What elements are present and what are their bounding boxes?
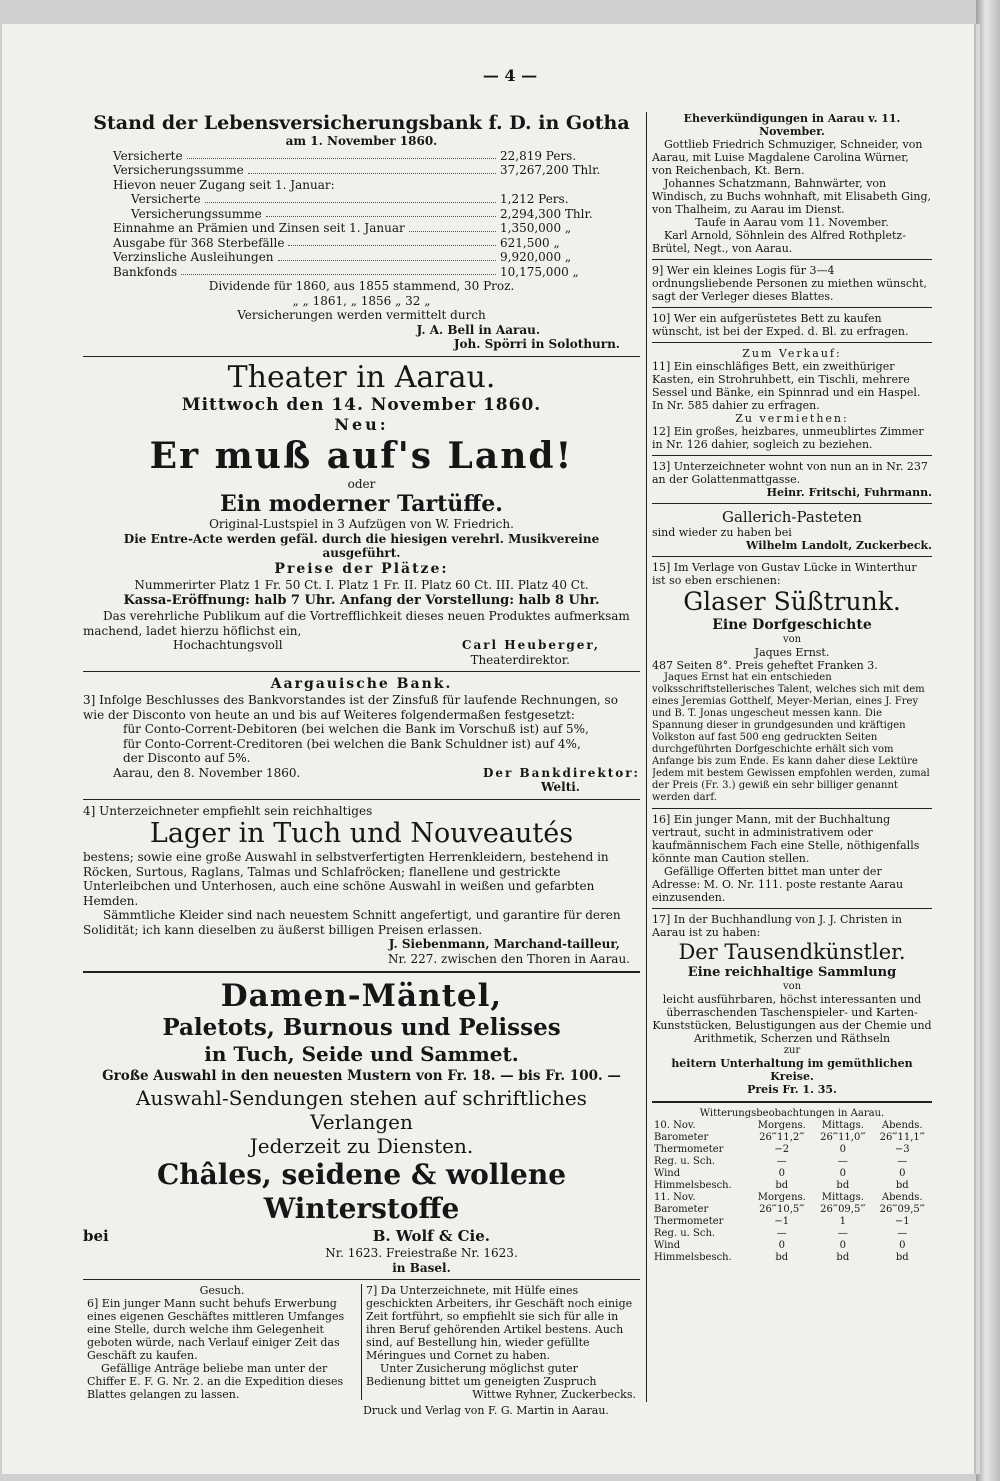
weather-row (652, 1168, 932, 1180)
weather-cell: Reg. u. Sch. (654, 1228, 716, 1239)
weather-cell: 0 (839, 1144, 847, 1155)
weather-row (652, 1204, 932, 1216)
weather-cell: 26‴10,5‴ (759, 1204, 805, 1215)
weather-cell: 26‴11,2‴ (759, 1132, 805, 1143)
theater-subtitle: Ein moderner Tartüffe. (220, 491, 503, 517)
lebens-row-value: 10,175,000 „ (500, 264, 579, 279)
theater-sign-row (83, 638, 640, 653)
damen-line-2: Paletots, Burnous und Pelisses (162, 1014, 561, 1041)
divider (83, 671, 640, 672)
divider (652, 342, 932, 343)
damen-bei: bei (83, 1227, 109, 1245)
weather-cell: — (837, 1156, 848, 1167)
weather-cell: 11. Nov. (654, 1192, 696, 1203)
lebens-row (83, 207, 640, 222)
weather-row (652, 1120, 932, 1132)
weather-cell: bd (895, 1180, 909, 1191)
ad-13: 13] Unterzeichneter wohnt von nun an in Nr. 237 an der Golattenmattgasse. (652, 460, 928, 486)
bank-num: 3] (83, 693, 96, 707)
lebens-row (83, 250, 640, 265)
divider (83, 356, 640, 357)
lebens-row-label: Einnahme an Prämien und Zinsen seit 1. Januar (113, 221, 405, 235)
weather-cell: Morgens. (757, 1120, 806, 1131)
divider (652, 259, 932, 260)
lager-text-2: Sämmtliche Kleider sind nach neuestem Schnitt angefertigt, und garantire für deren Solidität; ich kann dieselben zu äußerst billigen Preisen erlassen. (83, 908, 621, 937)
zur-label: zur (783, 1045, 801, 1056)
verkauf-title: Zum Verkauf: (742, 347, 842, 360)
leader-dots (288, 236, 496, 247)
bank-section (83, 676, 640, 795)
theater-play: Er muß auf's Land! (149, 434, 574, 477)
theater-lustspiel: Original-Lustspiel in 3 Aufzügen von W. Friedrich. (209, 517, 514, 531)
ad-17: 17] In der Buchhandlung von J. J. Christen in Aarau ist zu haben: (652, 913, 902, 939)
weather-cell: 0 (778, 1240, 785, 1251)
lebens-row (83, 149, 640, 164)
lager-text: bestens; sowie eine große Auswahl in selbstverfertigten Herrenkleidern, bestehend in Röcken, Surtous, Raglans, Talmas und Schlafröcken; flanellene und gestrickte Unterleibchen und Unterhosen, auch eine schöne Auswahl in weißen und gefarbten Hemden. (83, 850, 609, 908)
weather-cell: −1 (894, 1216, 910, 1227)
ad-11: 11] Ein einschläfiges Bett, ein zweithüriger Kasten, ein Strohruhbett, ein Tischli, mehrere Sessel und Bänke, ein Spinnrad und ein Haspel. In Nr. 585 dahier zu erfragen. (652, 360, 921, 412)
damen-title: Damen-Mäntel, (220, 978, 503, 1014)
ad-16b: Gefällige Offerten bittet man unter der Adresse: M. O. Nr. 111. poste restante Aarau einzusenden. (652, 865, 904, 904)
weather-cell: 1 (839, 1216, 847, 1227)
footer: Druck und Verlag von F. G. Martin in Aarau. (363, 1404, 609, 1417)
bottom-two-column (83, 1284, 640, 1400)
divider (83, 971, 640, 973)
damen-city: in Basel. (392, 1260, 451, 1275)
divider (83, 799, 640, 800)
weather-cell: 0 (839, 1240, 847, 1251)
lebens-agent-1: J. A. Bell in Aarau. (416, 322, 540, 337)
tausend-title: Der Tausendkünstler. (678, 940, 906, 964)
weather-cell: Barometer (654, 1204, 709, 1215)
bank-name: Welti. (541, 780, 580, 794)
ryhner-text-2: Unter Zusicherung möglichst guter Bedienung bittet um geneigten Zuspruch (366, 1362, 597, 1388)
lebens-row-label: Bankfonds (113, 264, 178, 279)
weather-cell: −3 (894, 1144, 910, 1155)
weather-cell: 0 (778, 1168, 785, 1179)
galler-sign: Wilhelm Landolt, Zuckerbeck. (746, 539, 932, 552)
bank-title: Aargauische Bank. (270, 676, 453, 692)
theater-text: Das verehrliche Publikum auf die Vortrefflichkeit dieses neuen Produktes aufmerksam machend, ladet hierzu höflichst ein, (83, 609, 630, 638)
page-edge (976, 0, 1000, 1481)
column-divider (646, 112, 647, 1402)
weather-cell: bd (836, 1252, 850, 1263)
ehe-1: Gottlieb Friedrich Schmuziger, Schneider, von Aarau, mit Luise Magdalene Carolina Würner, von Reichenbach, Kt. Bern. (652, 138, 923, 177)
weather-row (652, 1228, 932, 1240)
ad-12: 12] Ein großes, heizbares, unmeublirtes Zimmer in Nr. 126 dahier, sogleich zu beziehen. (652, 425, 924, 451)
von-label: von (782, 634, 802, 645)
lebens-row-label: Hievon neuer Zugang seit 1. Januar: (113, 177, 335, 192)
theater-entre: Die Entre-Acte werden gefäl. durch die hiesigen verehrl. Musikvereine ausgeführt. (123, 531, 600, 560)
lebens-row (83, 236, 640, 251)
weather-cell: 0 (899, 1240, 906, 1251)
weather-row (652, 1144, 932, 1156)
weather-cell: bd (895, 1252, 909, 1263)
vermiethen-title: Zu vermiethen: (735, 412, 849, 425)
weather-cell: 26‴11,1‴ (879, 1132, 925, 1143)
lebens-dividende-2: „ „ 1861, „ 1856 „ 32 „ (292, 293, 431, 308)
weather-cell: Abends. (881, 1192, 923, 1203)
weather-cell: 26‴11,0‴ (820, 1132, 866, 1143)
damen-line-4: Große Auswahl in den neuesten Mustern von Fr. 18. — bis Fr. 100. — (102, 1068, 621, 1084)
theater-date: Mittwoch den 14. November 1860. (181, 394, 542, 415)
damen-firm-row (83, 1226, 640, 1246)
ryhner-text: Da Unterzeichnete, mit Hülfe eines geschickten Arbeiters, ihr Geschäft noch einige Zeit fortführt, so empfiehlt sie sich für alle in ihren Beruf gehörenden Artikel bestens. Auch sind, auf Bestellung hin, wieder gefüllte Méringues und Cornet zu haben. (366, 1284, 633, 1362)
lebens-row-label: Versicherte (131, 192, 201, 206)
leader-dots (205, 192, 496, 203)
lager-intro: Unterzeichneter empfiehlt sein reichhaltiges (99, 803, 373, 818)
lebens-row-label: Ausgabe für 368 Sterbefälle (113, 235, 285, 250)
weather-cell: — (776, 1228, 787, 1239)
weather-cell: — (897, 1228, 908, 1239)
leader-dots (187, 149, 496, 160)
weather-cell: Morgens. (757, 1192, 806, 1203)
lager-section (83, 804, 640, 967)
weather-cell: Thermometer (654, 1144, 724, 1155)
bank-text: Infolge Beschlusses des Bankvorstandes ist der Zinsfuß für laufende Rechnungen, so wie der Disconto von heute an und bis auf Weiteres folgendermaßen festgesetzt: (83, 693, 618, 722)
ad-15: 15] Im Verlage von Gustav Lücke in Winterthur ist so eben erschienen: (652, 561, 917, 587)
review: Jaques Ernst hat ein entschieden volksschriftstellerisches Talent, welches sich mit dem eines Jeremias Gotthelf, Meyer-Merian, eines J. Frey und B. T. Jonas ungescheut messen kann. Die Spannung dieser in grundgesunden und kräftigen Volkston auf fast 500 eng gedruckten Seiten durchgeführten Dorfgeschichte erhält sich vom Anfange bis zum Ende. Es kann daher diese Lektüre Jedem mit bestem Gewissen empfohlen werden, zumal der Preis (Fr. 3.) gewiß ein sehr billiger genannt werden darf. (652, 672, 930, 803)
theater-kassa: Kassa-Eröffnung: halb 7 Uhr. Anfang der Vorstellung: halb 8 Uhr. (123, 593, 600, 608)
gesuch-text-2: Gefällige Anträge beliebe man unter der Chiffer E. F. G. Nr. 2. an die Expedition dieses Blattes gelangen zu lassen. (87, 1362, 344, 1400)
weather-cell: Reg. u. Sch. (654, 1156, 716, 1167)
weather-cell: 26‴09,5‴ (820, 1204, 866, 1215)
taufe-title: Taufe in Aarau vom 11. November. (695, 216, 889, 229)
theater-role: Theaterdirektor. (470, 652, 570, 667)
damen-line-7: Châles, seidene & wollene Winterstoffe (156, 1158, 567, 1225)
damen-line-6: Jederzeit zu Diensten. (249, 1134, 474, 1158)
weather-cell: −1 (774, 1216, 790, 1227)
leader-dots (248, 163, 496, 174)
weather-cell: 26‴09,5‴ (879, 1204, 925, 1215)
lager-sign: J. Siebenmann, Marchand-tailleur, (388, 937, 620, 951)
weather-row (652, 1156, 932, 1168)
heiter-text: heitern Unterhaltung im gemüthlichen Kreise. (671, 1057, 913, 1083)
glaser-title: Glaser Süßtrunk. (683, 587, 901, 616)
divider (652, 908, 932, 909)
lager-title: Lager in Tuch und Nouveautés (149, 818, 574, 849)
lebens-row-value: 37,267,200 Thlr. (500, 163, 601, 177)
lebens-row-value: 621,500 „ (500, 235, 560, 250)
damen-line-5: Auswahl-Sendungen stehen auf schriftliches Verlangen (136, 1086, 587, 1134)
divider (83, 1279, 640, 1280)
divider (652, 556, 932, 557)
lebens-row (83, 192, 640, 207)
divider (652, 503, 932, 504)
lebens-vermittelt: Versicherungen werden vermittelt durch (237, 308, 486, 322)
weather-row (652, 1216, 932, 1228)
theater-gruss: Hochachtungsvoll (173, 638, 283, 652)
weather-cell: Mittags. (821, 1192, 864, 1203)
weather-cell: — (897, 1156, 908, 1167)
weather-cell: Abends. (881, 1120, 923, 1131)
weather-row (652, 1180, 932, 1192)
seiten: 487 Seiten 8°. Preis geheftet Franken 3. (652, 659, 878, 672)
weather-cell: Barometer (654, 1132, 709, 1143)
gesuch-text: Ein junger Mann sucht behufs Erwerbung eines eigenen Geschäftes mittleren Umfanges eine Stelle, durch welche ihm Gelegenheit geboten würde, nach Verlauf einiger Zeit das Geschäft zu kaufen. (87, 1297, 345, 1362)
bank-sign-row (83, 766, 640, 781)
ad-16: 16] Ein junger Mann, mit der Buchhaltung vertraut, sucht in administrativem oder kaufmännischem Fach eine Stelle, nöthigenfalls könnte man Caution stellen. (652, 813, 920, 865)
lebens-row-label: Verzinsliche Ausleihungen (113, 250, 274, 264)
bank-line-1: für Conto-Corrent-Debitoren (bei welchen die Bank im Vorschuß ist) auf 5%, (123, 722, 589, 736)
von2-label: von (782, 981, 802, 992)
ehe-title: Eheverkündigungen in Aarau v. 11. November. (683, 112, 901, 138)
leader-dots (181, 265, 496, 276)
lebens-row-value: 1,350,000 „ (500, 221, 572, 235)
lebens-row-value: 1,212 Pers. (500, 192, 569, 206)
galler-title: Gallerich-Pasteten (721, 508, 863, 526)
ad-10: 10] Wer ein aufgerüstetes Bett zu kaufen wünscht, ist bei der Exped. d. Bl. zu erfragen. (652, 312, 909, 338)
lebens-row (83, 178, 640, 193)
ryhner-sign: Wittwe Ryhner, Zuckerbecks. (472, 1388, 636, 1400)
weather-row (652, 1132, 932, 1144)
lebens-agent-2: Joh. Spörri in Solothurn. (453, 337, 620, 351)
theater-preise: Preise der Plätze: (274, 560, 449, 577)
dorf-title: Eine Dorfgeschichte (712, 617, 872, 633)
lebens-row (83, 163, 640, 178)
lebens-row-value: 2,294,300 Thlr. (500, 206, 593, 221)
lebens-row-value (500, 178, 640, 193)
weather-title: Witterungsbeobachtungen in Aarau. (699, 1108, 885, 1119)
weather-cell: Himmelsbesch. (654, 1252, 732, 1263)
weather-cell: — (776, 1156, 787, 1167)
left-column (83, 112, 640, 1400)
gesuch-num: 6] (87, 1297, 99, 1310)
divider (652, 455, 932, 456)
weather-cell: Himmelsbesch. (654, 1180, 732, 1191)
gesuch-section (83, 1284, 361, 1400)
tausend-text: leicht ausführbaren, höchst interessanten und überraschenden Taschenspieler- und Karten-Kunststücken, Belustigungen aus der Chemie und Arithmetik, Scherzen und Räthseln (652, 993, 932, 1045)
weather-cell: bd (775, 1180, 789, 1191)
lebens-date: am 1. November 1860. (285, 134, 438, 148)
weather-cell: bd (775, 1252, 789, 1263)
weather-cell: Thermometer (654, 1216, 724, 1227)
weather-cell: — (837, 1228, 848, 1239)
samml-title: Eine reichhaltige Sammlung (687, 965, 897, 980)
lebens-row-label: Versicherungssumme (131, 206, 262, 221)
theater-neu: Neu: (334, 414, 389, 434)
weather-row (652, 1240, 932, 1252)
weather-cell: −2 (774, 1144, 790, 1155)
bank-director: Der Bankdirektor: (482, 765, 640, 780)
lebens-row-label: Versicherungssumme (113, 163, 244, 177)
weather-cell: 0 (899, 1168, 906, 1179)
galler-text: sind wieder zu haben bei (652, 526, 792, 539)
weather-row (652, 1252, 932, 1264)
lebens-row-label: Versicherte (113, 148, 183, 163)
page-number: — 4 — (482, 66, 538, 85)
weather-cell: bd (836, 1180, 850, 1191)
theater-oder: oder (347, 476, 376, 491)
ryhner-section (361, 1284, 640, 1400)
weather-row (652, 1192, 932, 1204)
lager-address: Nr. 227. zwischen den Thoren in Aarau. (387, 951, 630, 966)
lebens-row (83, 265, 640, 280)
leader-dots (409, 221, 496, 232)
gesuch-title: Gesuch. (199, 1284, 245, 1297)
damen-line-3: in Tuch, Seide und Sammet. (204, 1042, 519, 1066)
leader-dots (278, 250, 496, 261)
theater-title: Theater in Aarau. (227, 359, 496, 395)
lebens-title: Stand der Lebensversicherungsbank f. D. in Gotha (93, 112, 630, 134)
bank-date: Aarau, den 8. November 1860. (113, 765, 301, 780)
weather-table (652, 1120, 932, 1264)
bank-line-2: für Conto-Corrent-Creditoren (bei welchen die Bank Schuldner ist) auf 4%, (123, 736, 581, 751)
theater-section (83, 361, 640, 668)
author: Jaques Ernst. (754, 646, 830, 659)
lebens-dividende-1: Dividende für 1860, aus 1855 stammend, 30 Proz. (208, 279, 515, 293)
right-column (652, 112, 932, 1422)
weather-cell: 10. Nov. (654, 1120, 696, 1131)
damen-addr: Nr. 1623. Freiestraße Nr. 1623. (325, 1246, 518, 1260)
ad-9: 9] Wer ein kleines Logis für 3—4 ordnungsliebende Personen zu miethen wünscht, sagt der Verleger dieses Blattes. (652, 264, 928, 303)
ryhner-num: 7] (366, 1284, 378, 1297)
lager-num: 4] (83, 803, 96, 818)
divider (652, 808, 932, 809)
taufe-text: Karl Arnold, Söhnlein des Alfred Rothpletz-Brütel, Negt., von Aarau. (652, 229, 906, 255)
weather-cell: Mittags. (821, 1120, 864, 1131)
weather-cell: Wind (654, 1168, 681, 1179)
leader-dots (266, 207, 496, 218)
lebens-row-value: 22,819 Pers. (500, 148, 577, 163)
damen-section (83, 978, 640, 1275)
ad-13-sign: Heinr. Fritschi, Fuhrmann. (766, 486, 932, 499)
lebens-section (83, 112, 640, 352)
theater-sign: Carl Heuberger, (461, 638, 600, 652)
preis: Preis Fr. 1. 35. (747, 1083, 837, 1096)
divider (652, 1101, 932, 1103)
ehe-2: Johannes Schatzmann, Bahnwärter, von Windisch, zu Buchs wohnhaft, mit Elisabeth Ging, von Thalheim, zu Aarau im Dienst. (652, 177, 932, 216)
lebens-table (83, 149, 640, 280)
theater-plaetze: Nummerirter Platz 1 Fr. 50 Ct. I. Platz 1 Fr. II. Platz 60 Ct. III. Platz 40 Ct. (134, 577, 589, 592)
weather-cell: Wind (654, 1240, 681, 1251)
damen-firm: B. Wolf & Cie. (372, 1227, 490, 1245)
divider (652, 307, 932, 308)
lebens-row (83, 221, 640, 236)
weather-cell: 0 (839, 1168, 847, 1179)
bank-line-3: der Disconto auf 5%. (123, 751, 251, 765)
lebens-row-value: 9,920,000 „ (500, 250, 572, 264)
